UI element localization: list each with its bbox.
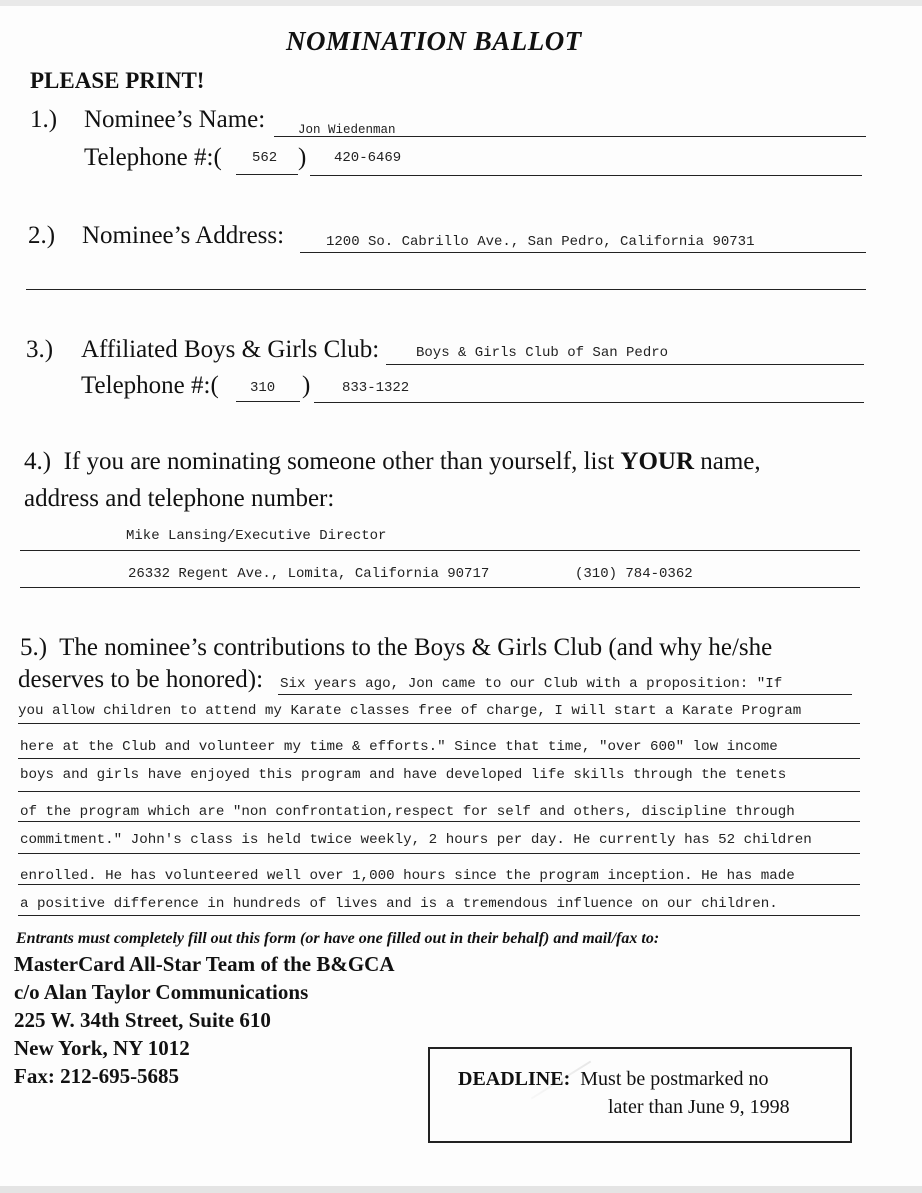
fax-number: Fax: 212-695-5685 [14,1064,180,1088]
q5-text-line2: deserves to be honored): [18,666,264,693]
mail-address-line: 225 W. 34th Street, Suite 610 [14,1008,271,1032]
club-phone-value[interactable]: 833-1322 [342,380,410,396]
contribution-rule [18,723,860,724]
contribution-rule [18,853,860,854]
q2-number: 2.) [28,222,56,249]
nominee-name-value[interactable]: Jon Wiedenman [298,123,396,137]
nominee-area-code[interactable]: 562 [252,150,278,166]
deadline-label: DEADLINE: [458,1068,571,1090]
q3-paren-close: ) [302,372,311,399]
nominator-phone-value[interactable]: (310) 784-0362 [575,566,693,582]
contribution-line[interactable]: you allow children to attend my Karate classes free of charge, I will start a Karate Program [18,703,802,719]
club-name-value[interactable]: Boys & Girls Club of San Pedro [416,345,669,361]
contribution-rule [278,694,852,695]
nominee-address-line-2 [26,289,866,290]
nominee-phone-value[interactable]: 420-6469 [334,150,402,166]
contribution-line[interactable]: a positive difference in hundreds of lives and is a tremendous influence on our children. [20,896,778,912]
contribution-rule [18,915,860,916]
q1-label: Nominee’s Name: [84,106,266,133]
club-area-line [236,401,300,402]
nominator-address-line [20,587,860,588]
q4-text-end: name, [700,448,761,475]
mail-address-line: c/o Alan Taylor Communications [14,980,309,1004]
mailing-instructions: Entrants must completely fill out this form (or have one filled out in their behalf) and mail/fax to: [16,930,660,947]
club-name-line [386,364,864,365]
nominee-area-line [236,174,298,175]
form-title: NOMINATION BALLOT [286,26,582,56]
contribution-rule [18,821,860,822]
q4-number: 4.) If you are nominating someone other than yourself, list YOUR name, [24,448,761,475]
contribution-line[interactable]: of the program which are "non confrontation,respect for self and others, discipline through [20,804,795,820]
q4-text: If you are nominating someone other than yourself, list [63,448,615,475]
mail-address-line: New York, NY 1012 [14,1036,190,1060]
q1-number: 1.) [30,106,58,133]
nominee-phone-line [310,175,862,176]
deadline-box [428,1047,852,1143]
nominator-name-line [20,550,860,551]
nominee-name-line [274,136,866,137]
contribution-line[interactable]: commitment." John's class is held twice weekly, 2 hours per day. He currently has 52 children [20,832,812,848]
q4-text-line2: address and telephone number: [24,485,335,512]
q3-label: Affiliated Boys & Girls Club: [81,336,380,363]
deadline-text [458,1068,769,1091]
scan-edge-bottom [0,1186,922,1193]
q1-paren-close: ) [298,144,307,171]
q5-number: 5.) The nominee’s contributions to the Boys & Girls Club (and why he/she [20,634,773,661]
q2-label: Nominee’s Address: [82,222,285,249]
contribution-line[interactable]: boys and girls have enjoyed this program and have developed life skills through the tenets [20,767,787,783]
nominator-name-value[interactable]: Mike Lansing/Executive Director [126,528,387,544]
nominee-address-line [300,252,866,253]
q3-number: 3.) [26,336,54,363]
q5-text: The nominee’s contributions to the Boys & Girls Club (and why he/she [59,634,773,661]
q1-phone-label: Telephone #:( [84,144,222,171]
nominator-address-value[interactable]: 26332 Regent Ave., Lomita, California 90717 [128,566,490,582]
q3-phone-label: Telephone #:( [81,372,219,399]
contribution-rule [18,884,860,885]
deadline-line-2: later than June 9, 1998 [608,1096,790,1118]
contribution-rule [18,758,860,759]
nominee-address-value[interactable]: 1200 So. Cabrillo Ave., San Pedro, California 90731 [326,234,755,250]
q4-your-bold: YOUR [620,448,694,475]
scan-edge-top [0,0,922,6]
contribution-line[interactable]: Six years ago, Jon came to our Club with a proposition: "If [280,676,783,692]
please-print-heading: PLEASE PRINT! [30,68,205,93]
contribution-line[interactable]: enrolled. He has volunteered well over 1,000 hours since the program inception. He has made [20,868,795,884]
contribution-rule [18,791,860,792]
contribution-line[interactable]: here at the Club and volunteer my time & efforts." Since that time, "over 600" low income [20,739,778,755]
mail-address-line: MasterCard All-Star Team of the B&GCA [14,952,395,976]
club-phone-line [314,402,864,403]
club-area-code[interactable]: 310 [250,380,276,396]
deadline-line-1: Must be postmarked no [580,1068,769,1090]
